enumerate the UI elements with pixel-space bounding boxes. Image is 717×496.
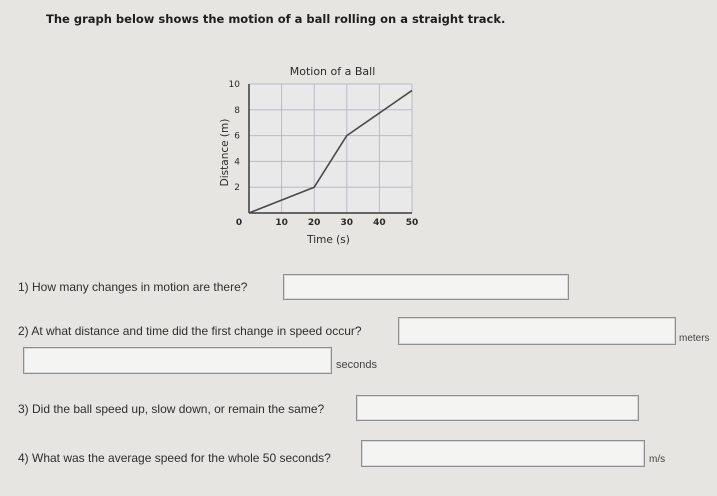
mps-unit-label: m/s [649,454,666,465]
question-2-label: 2) At what distance and time did the first change in speed occur? [18,324,362,338]
question-3-label: 3) Did the ball speed up, slow down, or remain the same? [18,402,325,416]
meters-unit-label: meters [679,333,710,344]
y-tick-label: 2 [234,183,240,194]
x-tick-label: 10 [275,218,288,228]
x-tick-label: 0 [235,218,243,228]
x-tick-label: 20 [307,218,321,228]
x-axis-label: Time (s) [307,234,350,246]
x-tick-label: 30 [340,218,354,228]
question-1-label: 1) How many changes in motion are there? [18,280,248,294]
seconds-unit-label: seconds [336,359,377,371]
y-tick-label: 10 [228,80,240,90]
x-tick-label: 40 [373,218,386,228]
question-4-label: 4) What was the average speed for the whole 50 seconds? [18,451,331,465]
chart-title: Motion of a Ball [289,65,376,78]
answer-2-distance-input[interactable] [398,317,676,345]
answer-4-input[interactable] [361,440,645,467]
plot-area [249,84,412,213]
answer-2-time-input[interactable] [23,347,332,374]
y-axis-label: Distance (m) [219,118,231,187]
y-tick-label: 6 [234,131,240,142]
answer-1-input[interactable] [283,274,569,300]
y-tick-label: 8 [234,105,240,116]
answer-3-input[interactable] [356,395,639,421]
x-tick-label: 50 [405,218,419,228]
intro-text: The graph below shows the motion of a ball rolling on a straight track. [46,12,506,26]
y-tick-label: 4 [234,157,240,168]
